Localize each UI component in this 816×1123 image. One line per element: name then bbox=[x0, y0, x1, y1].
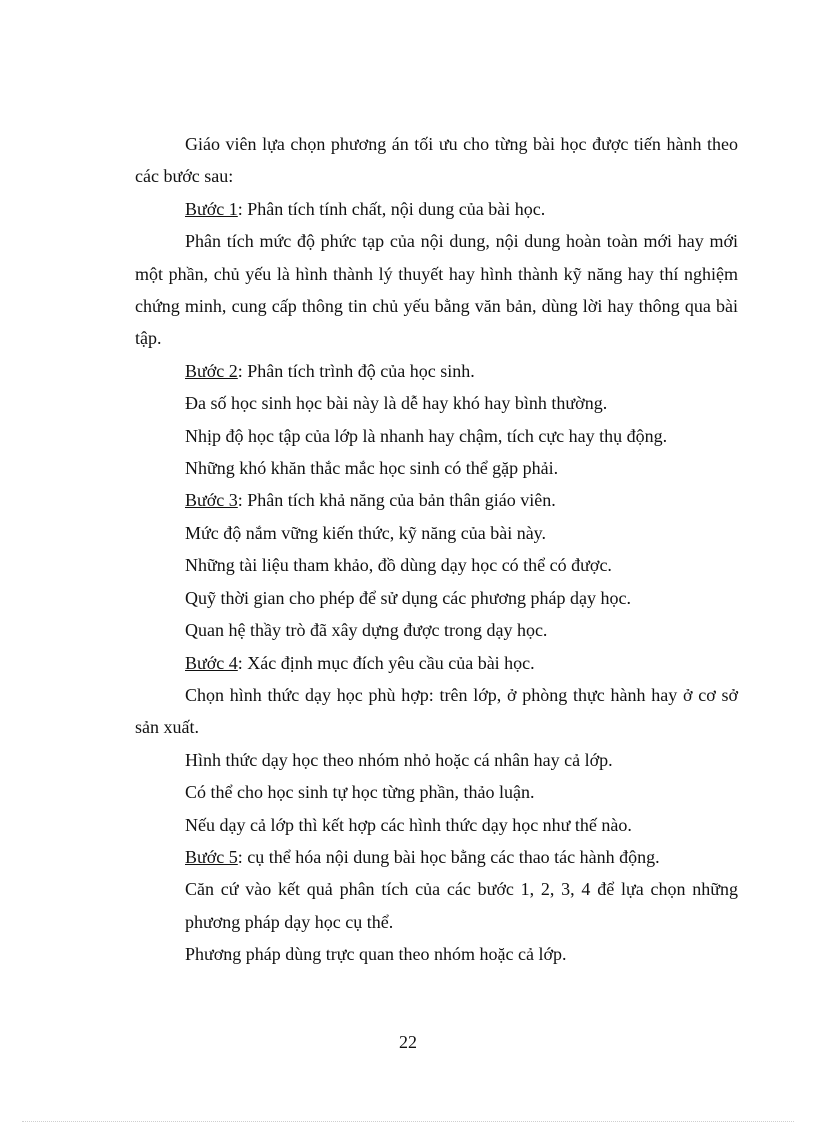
step-5-heading bbox=[135, 841, 738, 873]
step-1-description: Phân tích mức độ phức tạp của nội dung, nội dung hoàn toàn mới hay mới một phần, chủ yếu là hình thành lý thuyết hay hình thành kỹ năng hay thí nghiệm chứng minh, cung cấp thông tin chủ yếu bằng văn bản, dùng lời hay thông qua bài tập. bbox=[135, 231, 738, 349]
step-3-label: Bước 3 bbox=[185, 490, 238, 511]
step-3-item: Quan hệ thầy trò đã xây dựng được trong dạy học. bbox=[185, 620, 548, 641]
step-3-item: Mức độ nắm vững kiến thức, kỹ năng của bài này. bbox=[185, 522, 547, 543]
step-4-item: Có thể cho học sinh tự học từng phần, thảo luận. bbox=[185, 782, 535, 803]
step-4-text: : Xác định mục đích yêu cầu của bài học. bbox=[237, 652, 535, 673]
step-2-text: : Phân tích trình độ của học sinh. bbox=[237, 360, 475, 381]
step-4-heading bbox=[135, 647, 738, 679]
step-5-text: : cụ thể hóa nội dung bài học bằng các thao tác hành động. bbox=[237, 846, 660, 867]
step-3-item: Quỹ thời gian cho phép để sử dụng các phương pháp dạy học. bbox=[185, 587, 631, 608]
step-2-item: Nhịp độ học tập của lớp là nhanh hay chậm, tích cực hay thụ động. bbox=[185, 425, 668, 446]
step-4-item: Chọn hình thức dạy học phù hợp: trên lớp, ở phòng thực hành hay ở cơ sở sản xuất. bbox=[135, 684, 738, 738]
step-1-heading bbox=[135, 193, 738, 225]
step-4-item: Hình thức dạy học theo nhóm nhỏ hoặc cá nhân hay cả lớp. bbox=[185, 749, 613, 770]
step-1-label: Bước 1 bbox=[185, 198, 238, 219]
step-5-item: Phương pháp dùng trực quan theo nhóm hoặc cả lớp. bbox=[185, 944, 567, 965]
step-2-item: Những khó khăn thắc mắc học sinh có thể gặp phải. bbox=[185, 458, 559, 479]
step-4-label: Bước 4 bbox=[185, 652, 238, 673]
step-3-text: : Phân tích khả năng của bản thân giáo viên. bbox=[237, 490, 556, 511]
step-2-label: Bước 2 bbox=[185, 360, 238, 381]
step-3-item: Những tài liệu tham khảo, đồ dùng dạy học có thể có được. bbox=[185, 555, 612, 576]
step-3-heading bbox=[135, 484, 738, 516]
step-1-text: : Phân tích tính chất, nội dung của bài học. bbox=[237, 198, 546, 219]
body-text bbox=[135, 128, 738, 971]
step-5-label: Bước 5 bbox=[185, 846, 238, 867]
step-2-heading bbox=[135, 355, 738, 387]
page-divider bbox=[22, 1121, 794, 1122]
step-2-item: Đa số học sinh học bài này là dễ hay khó hay bình thường. bbox=[185, 393, 608, 414]
step-4-item: Nếu dạy cả lớp thì kết hợp các hình thức dạy học như thế nào. bbox=[185, 814, 632, 835]
step-5-item: Căn cứ vào kết quả phân tích của các bước 1, 2, 3, 4 để lựa chọn những phương pháp dạy học cụ thể. bbox=[185, 879, 738, 932]
intro-paragraph: Giáo viên lựa chọn phương án tối ưu cho từng bài học được tiến hành theo các bước sau: bbox=[135, 134, 738, 187]
page-number: 22 bbox=[399, 1032, 417, 1052]
